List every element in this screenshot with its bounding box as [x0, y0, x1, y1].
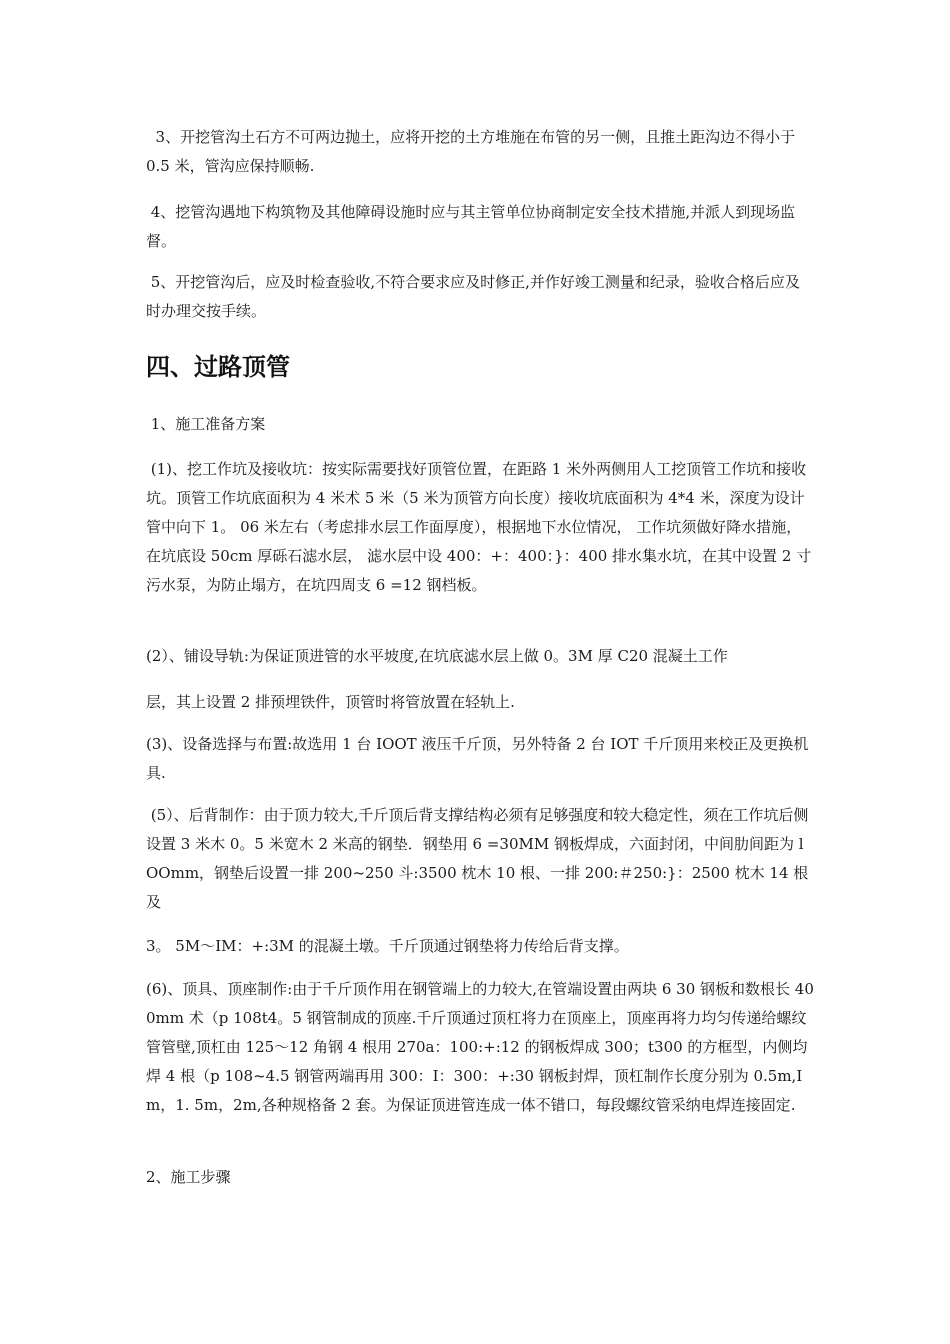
section-heading: 四、过路顶管 [146, 353, 290, 381]
paragraph-jacking-tools: (6)、顶具、顶座制作:由于千斤顶作用在钢管端上的力较大,在管端设置由两块 6 30 钢板和数根长 400mm 术（p 108t4。5 钢管制成的顶座.千斤顶通过顶杠将力在顶座上，顶座再将力均匀传递给螺纹管管壁,顶杠由 125～12 角钢 4 根用 270a：100:+:12 的钢板焊成 300；t300 的方框型，内侧均焊 4 根（p 108~4.5 钢管两端再用 300：I：300：+:30 钢板封焊，顶杠制作长度分别为 0.5m,Im，1. 5m，2m,各种规格备 2 套。为保证顶进管连成一体不错口，每段螺纹管采纳电焊连接固定. [146, 980, 814, 1114]
paragraph-item-4: 4、挖管沟遇地下构筑物及其他障碍设施时应与其主管单位协商制定安全技术措施,并派人到现场监督。 [146, 203, 796, 250]
subsection-title-steps: 2、施工步骤 [146, 1168, 231, 1186]
paragraph-equipment: (3)、设备选择与布置:故选用 1 台 IOOT 液压千斤顶，另外特备 2 台 IOT 千斤顶用来校正及更换机具. [146, 735, 809, 782]
paragraph-item-3: 3、开挖管沟土石方不可两边抛土，应将开挖的土方堆施在布管的另一侧，且推土距沟边不得小于 0.5 米，管沟应保持顺畅. [146, 128, 796, 175]
paragraph-work-pit: (1)、挖工作坑及接收坑：按实际需要找好顶管位置，在距路 1 米外两侧用人工挖顶管工作坑和接收坑。顶管工作坑底面积为 4 米术 5 米（5 米为顶管方向长度）接收坑底面积为 4*4 米，深度为设计管中向下 1。 06 米左右（考虑排水层工作面厚度），根据地下水位情况， 工作坑须做好降水措施， 在坑底设 50cm 厚砾石滤水层， 滤水层中设 400：+：400：}：400 排水集水坑，在其中设置 2 寸污水泵，为防止塌方，在坑四周支 6 =12 钢档板。 [146, 460, 812, 594]
paragraph-item-5: 5、开挖管沟后，应及时检查验收,不符合要求应及时修正,并作好竣工测量和纪录，验收合格后应及时办理交按手续。 [146, 273, 800, 320]
paragraph-guide-rail-continued: 层，其上设置 2 排预埋铁件，顶管时将管放置在轻轨上. [146, 693, 515, 711]
paragraph-guide-rail: (2）、铺设导轨:为保证顶进管的水平坡度,在坑底滤水层上做 0。3M 厚 C20 混凝土工作 [146, 647, 728, 665]
paragraph-back-support: (5）、后背制作：由于顶力较大,千斤顶后背支撑结构必须有足够强度和较大稳定性，须在工作坑后侧设置 3 米木 0。5 米宽木 2 米高的钢垫．钢垫用 6 =30MM 钢板焊成，六面封闭，中间肋间距为 lOOmm，钢垫后设置一排 200~250 斗:3500 枕木 10 根、一排 200:＃250:}：2500 枕木 14 根及 [146, 806, 809, 911]
subsection-title-preparation: 1、施工准备方案 [146, 415, 266, 433]
paragraph-concrete-pier: 3。 5M～IM：+:3M 的混凝土墩。千斤顶通过钢垫将力传给后背支撑。 [146, 937, 629, 955]
